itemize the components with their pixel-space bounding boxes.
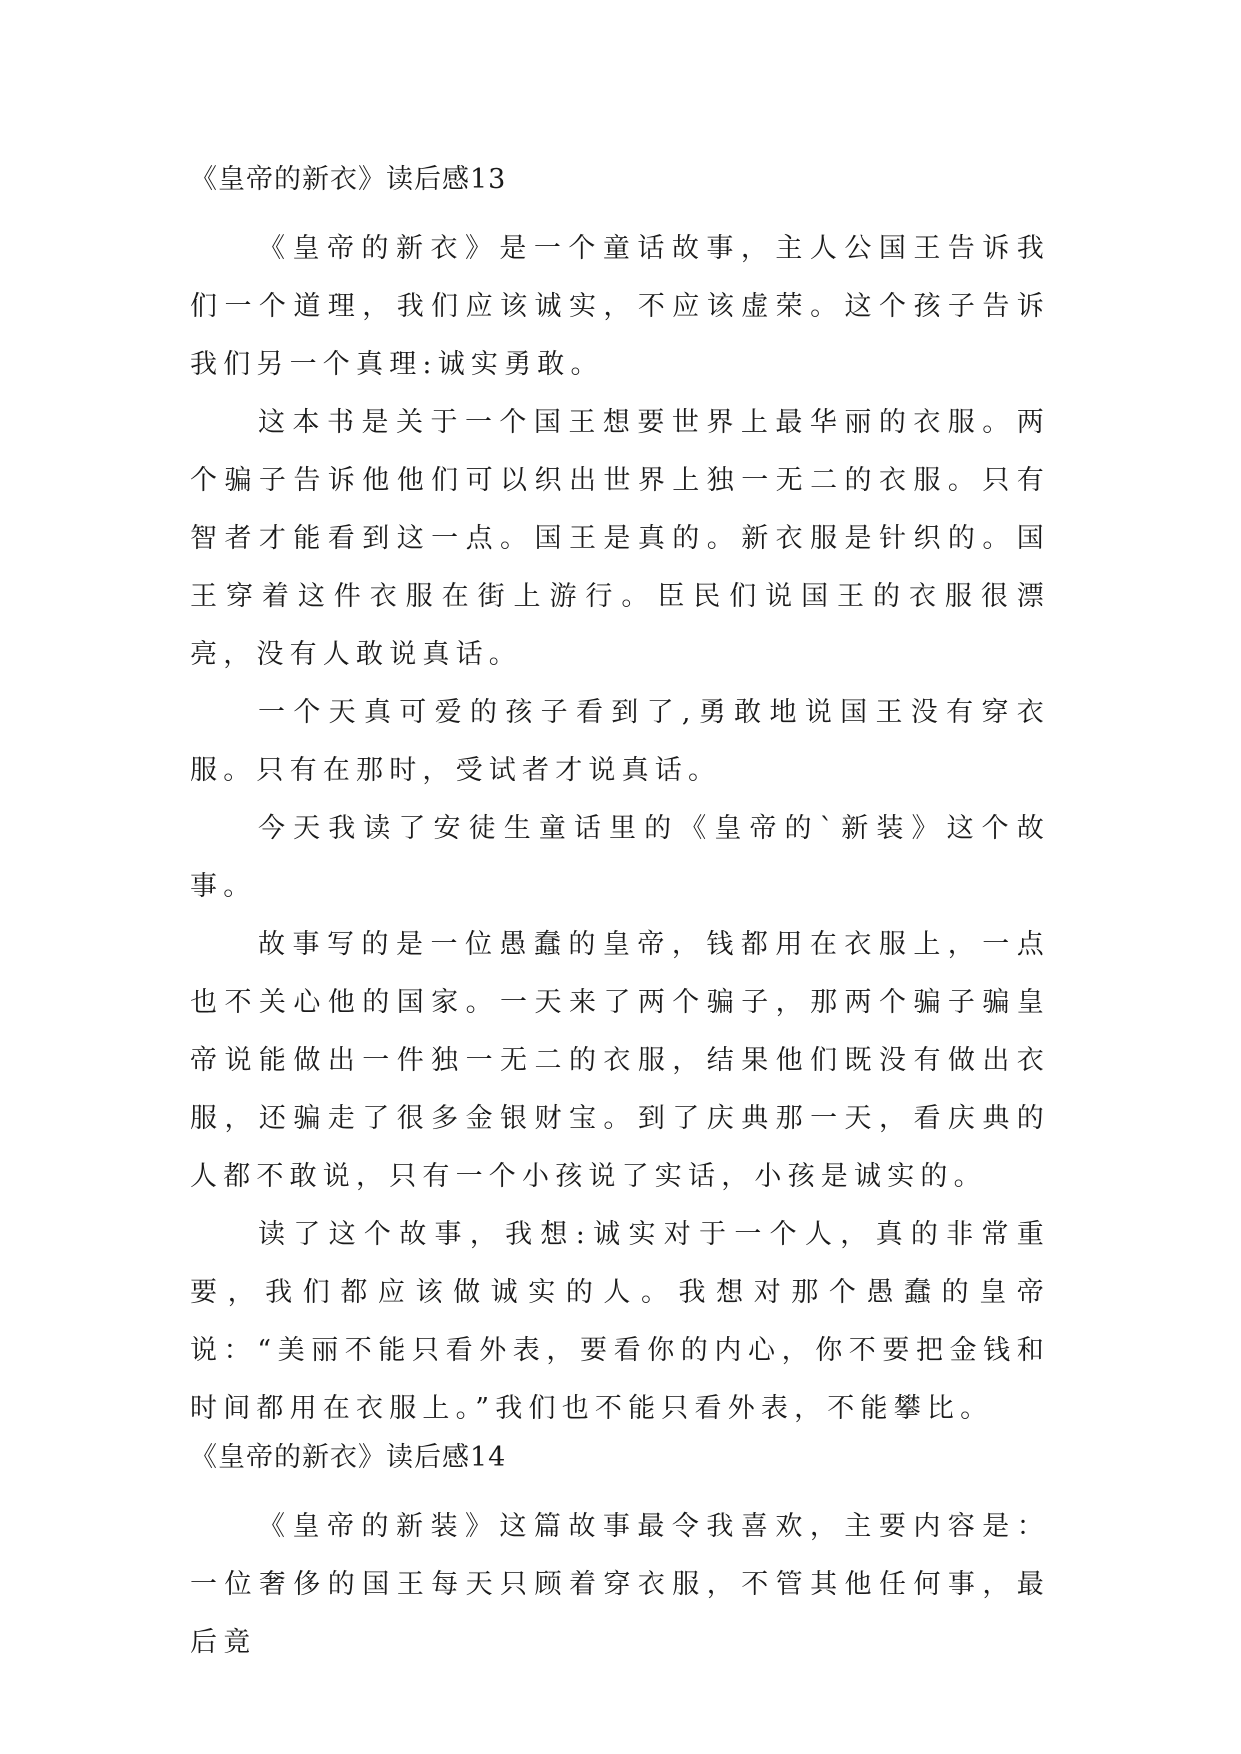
paragraph: 这本书是关于一个国王想要世界上最华丽的衣服。两个骗子告诉他他们可以织出世界上独一无二的衣服。只有智者才能看到这一点。国王是真的。新衣服是针织的。国王穿着这件衣服在街上游行。臣民们说国王的衣服很漂亮，没有人敢说真话。 [190, 407, 1050, 670]
paragraph: 读了这个故事，我想:诚实对于一个人，真的非常重要，我们都应该做诚实的人。我想对那个愚蠢的皇帝说：“美丽不能只看外表，要看你的内心，你不要把金钱和时间都用在衣服上。”我们也不能只看外表，不能攀比。 [190, 1219, 1050, 1424]
section-title: 《皇帝的新衣》读后感13 [190, 164, 507, 195]
section-title: 《皇帝的新衣》读后感14 [190, 1442, 507, 1473]
document-body [190, 160, 1050, 1672]
paragraph: 一个天真可爱的孩子看到了,勇敢地说国王没有穿衣服。只有在那时，受试者才说真话。 [190, 697, 1050, 786]
paragraph: 故事写的是一位愚蠢的皇帝，钱都用在衣服上，一点也不关心他的国家。一天来了两个骗子，那两个骗子骗皇帝说能做出一件独一无二的衣服，结果他们既没有做出衣服，还骗走了很多金银财宝。到了庆典那一天，看庆典的人都不敢说，只有一个小孩说了实话，小孩是诚实的。 [190, 929, 1050, 1192]
paragraph: 《皇帝的新衣》是一个童话故事，主人公国王告诉我们一个道理，我们应该诚实，不应该虚荣。这个孩子告诉我们另一个真理:诚实勇敢。 [190, 233, 1050, 380]
paragraph: 今天我读了安徒生童话里的《皇帝的`新装》这个故事。 [190, 813, 1050, 902]
paragraph: 《皇帝的新装》这篇故事最令我喜欢，主要内容是：一位奢侈的国王每天只顾着穿衣服，不管其他任何事，最后竟 [190, 1511, 1050, 1658]
